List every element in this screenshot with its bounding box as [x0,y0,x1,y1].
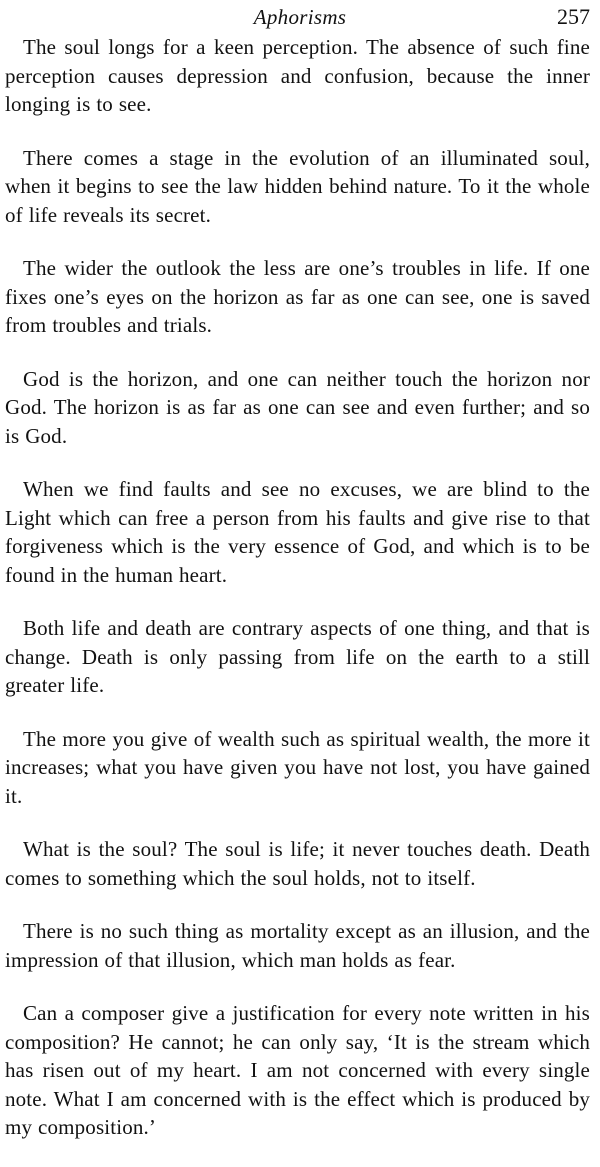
aphorism-paragraph: Both life and death are contrary aspects of one thing, and that is change. Death is only passing from life on the earth to a still greater life. [5,616,590,697]
aphorism-paragraph: The wider the outlook the less are one’s troubles in life. If one fixes one’s eyes on the horizon as far as one can see, one is saved from troubles and trials. [5,256,590,337]
aphorism-paragraph: There is no such thing as mortality except as an illusion, and the impression of that illusion, which man holds as fear. [5,919,590,972]
aphorism-paragraph: What is the soul? The soul is life; it never touches death. Death comes to something which the soul holds, not to itself. [5,837,590,890]
page-body [5,33,590,1167]
aphorism-paragraph: The soul longs for a keen perception. The absence of such fine perception causes depression and confusion, because the inner longing is to see. [5,35,590,116]
aphorism-paragraph: The more you give of wealth such as spiritual wealth, the more it increases; what you have given you have not lost, you have gained it. [5,726,590,808]
aphorism-paragraph: There comes a stage in the evolution of an illuminated soul, when it begins to see the law hidden behind nature. To it the whole of life reveals its secret. [5,145,590,227]
aphorism-paragraph: Can a composer give a justification for every note written in his composition? He cannot; he can only say, ‘It is the stream which has risen out of my heart. I am not concerned with every single note. What I am concerned with is the effect which is produced by my composition.’ [5,1001,590,1139]
running-head [0,4,600,30]
aphorism-paragraph: God is the horizon, and one can neither touch the horizon nor God. The horizon is as far as one can see and even further; and so is God. [5,366,590,448]
aphorism-paragraph: When we find faults and see no excuses, we are blind to the Light which can free a person from his faults and give rise to that forgiveness which is the very essence of God, and which is to be found in the human heart. [5,477,590,587]
running-title: Aphorisms [253,5,347,29]
page-number: 257 [557,4,590,29]
